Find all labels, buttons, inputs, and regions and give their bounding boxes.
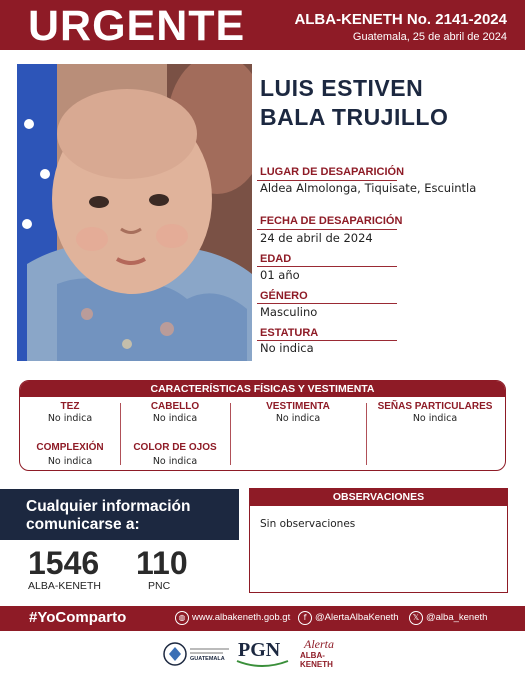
clothing-label: VESTIMENTA bbox=[266, 401, 330, 412]
alba-keneth-label: ALBA-KENETH bbox=[28, 580, 101, 592]
skin-value: No indica bbox=[47, 413, 93, 424]
build-label: COMPLEXIÓN bbox=[36, 442, 104, 453]
age-rule bbox=[257, 266, 397, 267]
x-link[interactable]: @alba_keneth bbox=[426, 612, 488, 623]
eyes-label: COLOR DE OJOS bbox=[133, 442, 217, 453]
facebook-link[interactable]: @AlertaAlbaKeneth bbox=[315, 612, 399, 623]
height-label: ESTATURA bbox=[260, 327, 319, 339]
date-rule bbox=[257, 229, 397, 230]
pnc-label: PNC bbox=[148, 580, 171, 592]
build-value: No indica bbox=[47, 456, 93, 467]
contact-box bbox=[0, 489, 239, 540]
hair-value: No indica bbox=[152, 413, 198, 424]
alert-date: Guatemala, 25 de abril de 2024 bbox=[352, 31, 507, 43]
place-label: LUGAR DE DESAPARICIÓN bbox=[260, 166, 405, 178]
gender-value: Masculino bbox=[260, 305, 318, 319]
gender-label: GÉNERO bbox=[260, 290, 308, 302]
observations-text: Sin observaciones bbox=[260, 518, 356, 530]
alerta-logo-line1: Alerta bbox=[304, 637, 334, 651]
header-bar bbox=[0, 0, 525, 50]
pgn-logo-text: PGN bbox=[238, 639, 281, 661]
facebook-icon: f bbox=[298, 611, 312, 625]
contact-line2: comunicarse a: bbox=[26, 516, 140, 533]
hair-label: CABELLO bbox=[150, 401, 200, 412]
alert-number: ALBA-KENETH No. 2141-2024 bbox=[294, 11, 507, 28]
contact-line1: Cualquier información bbox=[26, 498, 191, 515]
characteristics-panel bbox=[19, 380, 506, 471]
person-name-line2: BALA TRUJILLO bbox=[260, 104, 449, 130]
eyes-value: No indica bbox=[152, 456, 198, 467]
alba-keneth-phone: 1546 bbox=[28, 545, 100, 581]
alerta-logo-line2: ALBA-KENETH bbox=[300, 651, 333, 669]
height-value: No indica bbox=[260, 341, 314, 355]
pnc-phone: 110 bbox=[136, 545, 188, 581]
place-value: Aldea Almolonga, Tiquisate, Escuintla bbox=[260, 181, 477, 195]
alerta-alba-keneth-logo bbox=[300, 637, 350, 671]
person-name bbox=[260, 74, 448, 132]
urgent-title: URGENTE bbox=[28, 2, 246, 50]
government-logo bbox=[163, 637, 231, 671]
date-value: 24 de abril de 2024 bbox=[260, 231, 373, 245]
person-name-line1: LUIS ESTIVEN bbox=[260, 75, 424, 101]
x-icon: 𝕏 bbox=[409, 611, 423, 625]
gender-rule bbox=[257, 303, 397, 304]
observations-panel bbox=[249, 488, 508, 593]
marks-value: No indica bbox=[412, 413, 458, 424]
observations-title: OBSERVACIONES bbox=[250, 489, 507, 506]
missing-child-photo bbox=[17, 64, 252, 361]
government-logo-text: GUATEMALA bbox=[190, 656, 225, 662]
marks-label: SEÑAS PARTICULARES bbox=[377, 401, 493, 412]
clothing-value: No indica bbox=[275, 413, 321, 424]
date-label: FECHA DE DESAPARICIÓN bbox=[260, 215, 403, 227]
age-value: 01 año bbox=[260, 268, 300, 282]
hashtag: #YoComparto bbox=[29, 609, 127, 626]
pgn-logo bbox=[235, 637, 290, 671]
characteristics-title: CARACTERÍSTICAS FÍSICAS Y VESTIMENTA bbox=[20, 381, 505, 397]
footer-bar bbox=[0, 606, 525, 631]
website-link[interactable]: www.albakeneth.gob.gt bbox=[192, 612, 291, 623]
globe-icon: ◍ bbox=[175, 611, 189, 625]
skin-label: TEZ bbox=[60, 401, 80, 412]
age-label: EDAD bbox=[260, 253, 292, 265]
